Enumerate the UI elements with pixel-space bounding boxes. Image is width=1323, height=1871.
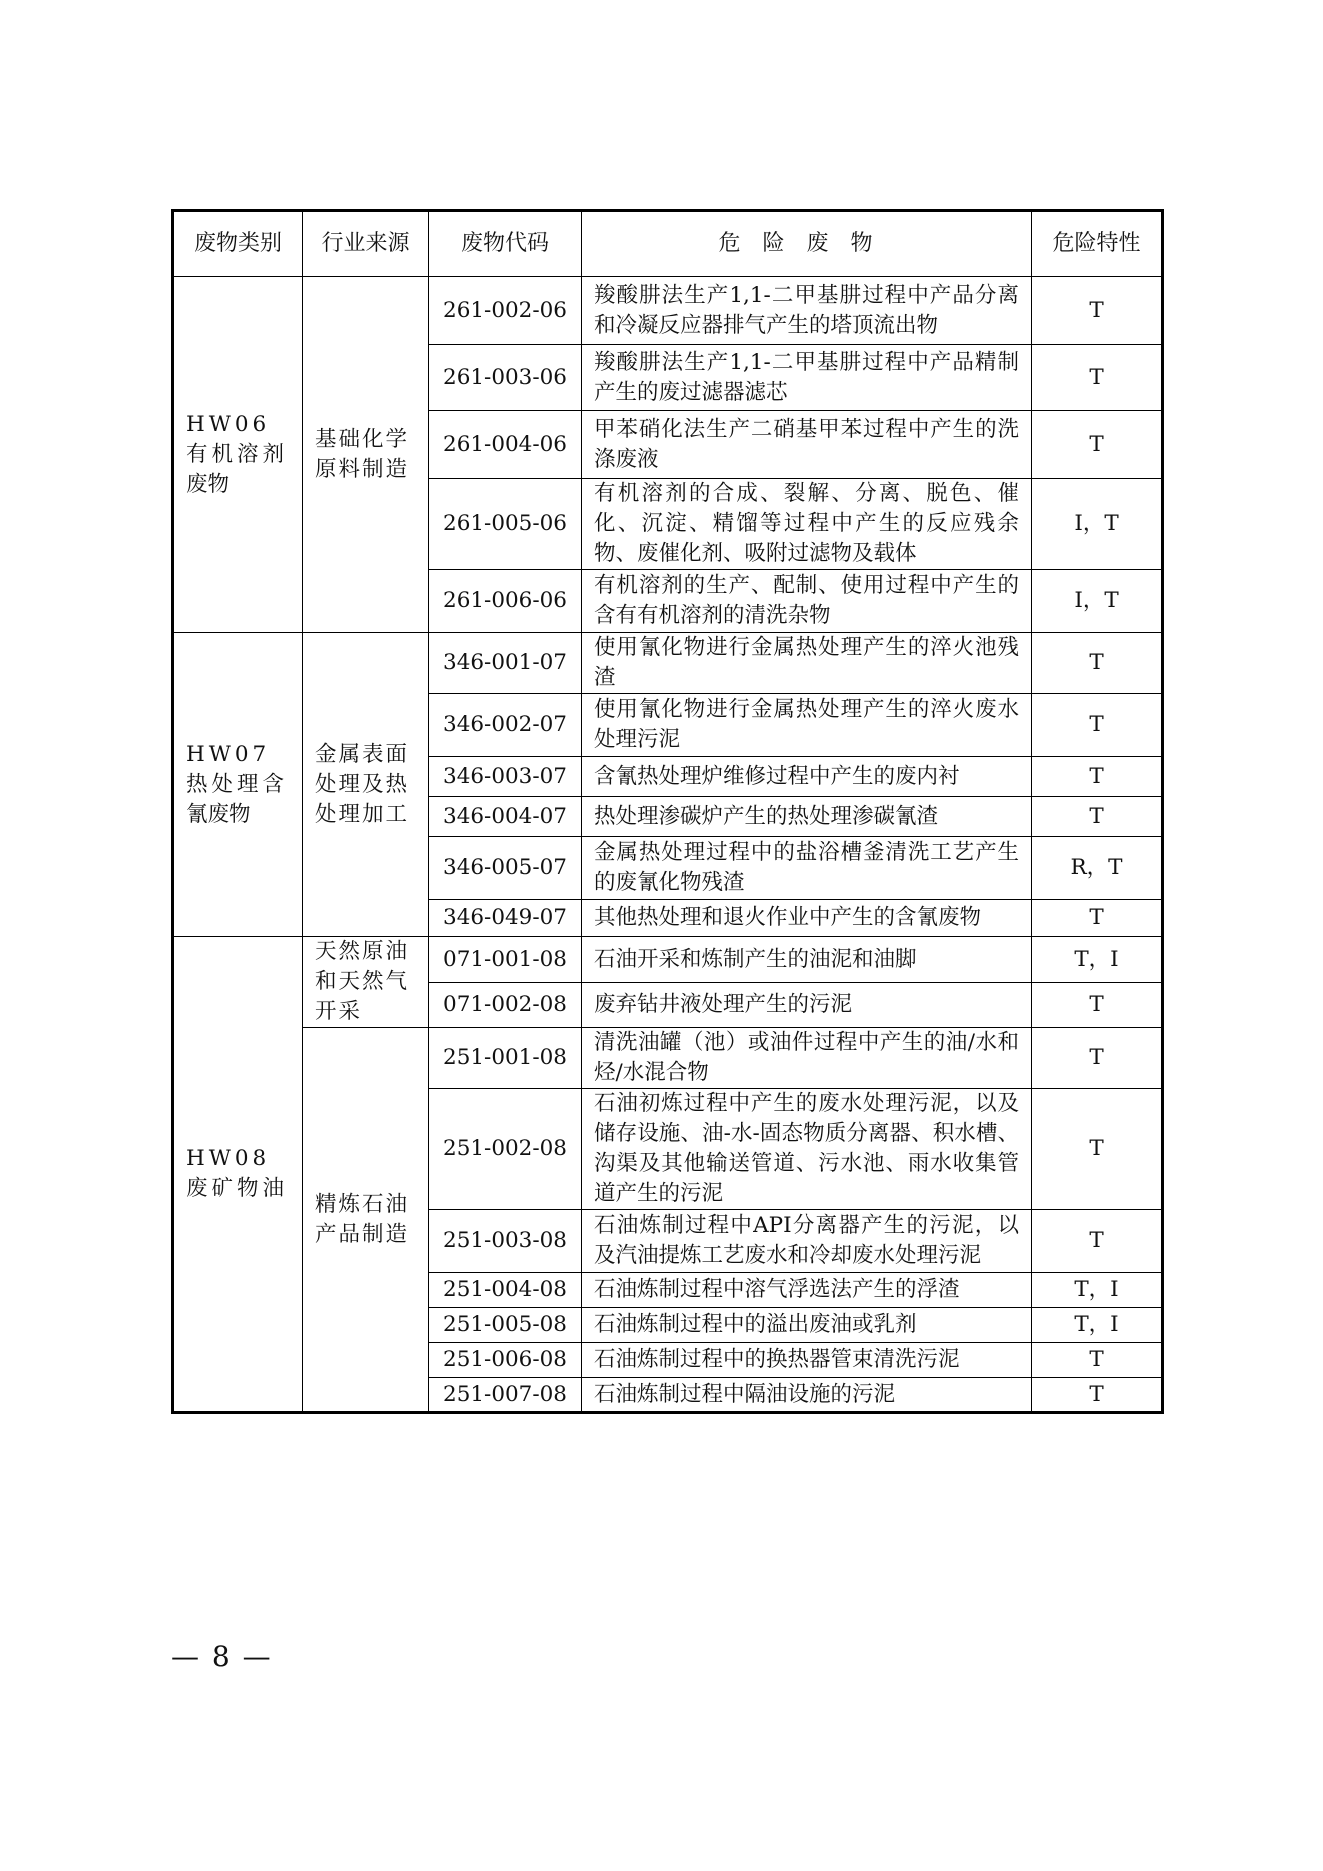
waste-code-cell: 346-002-07 bbox=[429, 694, 582, 757]
page-number: — 8 — bbox=[171, 1640, 273, 1673]
waste-category-line: HW08 bbox=[186, 1146, 271, 1171]
table-body bbox=[173, 277, 1163, 1413]
waste-code-cell: 346-001-07 bbox=[429, 633, 582, 694]
waste-code-cell: 251-004-08 bbox=[429, 1273, 582, 1308]
industry-source-cell bbox=[303, 633, 429, 937]
hazard-property-cell: T bbox=[1032, 633, 1163, 694]
industry-source-cell bbox=[303, 277, 429, 633]
waste-code-cell: 346-003-07 bbox=[429, 757, 582, 797]
waste-category-cell bbox=[173, 937, 303, 1413]
hazard-property-cell: T bbox=[1032, 411, 1163, 479]
waste-code-cell: 261-005-06 bbox=[429, 479, 582, 570]
waste-code-cell: 261-006-06 bbox=[429, 570, 582, 633]
hazard-property-cell: T bbox=[1032, 1089, 1163, 1210]
industry-source-cell bbox=[303, 937, 429, 1028]
waste-category-cell bbox=[173, 633, 303, 937]
hazardous-waste-cell: 甲苯硝化法生产二硝基甲苯过程中产生的洗涤废液 bbox=[582, 411, 1032, 479]
waste-code-cell: 261-002-06 bbox=[429, 277, 582, 345]
industry-source-line: 开采 bbox=[315, 999, 363, 1024]
waste-category-line: 废矿物油 bbox=[186, 1176, 289, 1201]
hazardous-waste-cell: 有机溶剂的生产、配制、使用过程中产生的含有有机溶剂的清洗杂物 bbox=[582, 570, 1032, 633]
hazard-property-cell: T bbox=[1032, 1378, 1163, 1413]
waste-code-cell: 346-049-07 bbox=[429, 900, 582, 937]
hazardous-waste-cell: 石油炼制过程中的换热器管束清洗污泥 bbox=[582, 1343, 1032, 1378]
table-row bbox=[173, 1028, 1163, 1089]
hazardous-waste-cell: 石油炼制过程中溶气浮选法产生的浮渣 bbox=[582, 1273, 1032, 1308]
table-header-row bbox=[173, 211, 1163, 277]
hazard-property-cell: T，I bbox=[1032, 937, 1163, 983]
hazard-property-cell: T bbox=[1032, 1210, 1163, 1273]
hazard-property-cell: T bbox=[1032, 1343, 1163, 1378]
industry-source-line: 基础化学 bbox=[315, 426, 410, 452]
waste-code-cell: 261-003-06 bbox=[429, 345, 582, 411]
table-row bbox=[173, 277, 1163, 345]
industry-source-line: 金属表面 bbox=[315, 741, 410, 767]
waste-category-line: HW07 bbox=[186, 741, 271, 767]
hazard-property-cell: T bbox=[1032, 797, 1163, 837]
table-row bbox=[173, 633, 1163, 694]
hazardous-waste-cell: 石油炼制过程中的溢出废油或乳剂 bbox=[582, 1308, 1032, 1343]
waste-code-cell: 346-004-07 bbox=[429, 797, 582, 837]
waste-code-cell: 071-002-08 bbox=[429, 983, 582, 1028]
hazardous-waste-cell: 石油初炼过程中产生的废水处理污泥，以及储存设施、油-水-固态物质分离器、积水槽、沟渠及其他输送管道、污水池、雨水收集管道产生的污泥 bbox=[582, 1089, 1032, 1210]
hazardous-waste-cell: 热处理渗碳炉产生的热处理渗碳氰渣 bbox=[582, 797, 1032, 837]
waste-code-cell: 261-004-06 bbox=[429, 411, 582, 479]
hazard-property-cell: T bbox=[1032, 694, 1163, 757]
header-hazard-property: 危险特性 bbox=[1032, 211, 1163, 277]
hazardous-waste-table bbox=[171, 209, 1164, 1414]
hazard-property-cell: I，T bbox=[1032, 479, 1163, 570]
header-waste-code: 废物代码 bbox=[429, 211, 582, 277]
waste-category-line: 热处理含 bbox=[186, 771, 289, 797]
hazardous-waste-cell: 金属热处理过程中的盐浴槽釜清洗工艺产生的废氰化物残渣 bbox=[582, 837, 1032, 900]
industry-source-line: 和天然气 bbox=[315, 969, 410, 994]
hazard-property-cell: T bbox=[1032, 757, 1163, 797]
waste-category-cell bbox=[173, 277, 303, 633]
hazardous-waste-cell: 有机溶剂的合成、裂解、分离、脱色、催化、沉淀、精馏等过程中产生的反应残余物、废催化剂、吸附过滤物及载体 bbox=[582, 479, 1032, 570]
industry-source-cell bbox=[303, 1028, 429, 1413]
waste-code-cell: 251-001-08 bbox=[429, 1028, 582, 1089]
hazard-property-cell: T，I bbox=[1032, 1308, 1163, 1343]
header-hazardous-waste: 危险废物 bbox=[582, 211, 1032, 277]
waste-category-line: HW06 bbox=[186, 411, 271, 437]
waste-code-cell: 251-002-08 bbox=[429, 1089, 582, 1210]
header-industry-source: 行业来源 bbox=[303, 211, 429, 277]
waste-category-line: 氰废物 bbox=[186, 801, 251, 827]
hazardous-waste-cell: 废弃钻井液处理产生的污泥 bbox=[582, 983, 1032, 1028]
hazardous-waste-cell: 羧酸肼法生产1,1-二甲基肼过程中产品分离和冷凝反应器排气产生的塔顶流出物 bbox=[582, 277, 1032, 345]
hazardous-waste-cell: 其他热处理和退火作业中产生的含氰废物 bbox=[582, 900, 1032, 937]
industry-source-line: 精炼石油 bbox=[315, 1191, 410, 1217]
hazard-property-cell: T bbox=[1032, 900, 1163, 937]
waste-code-cell: 251-007-08 bbox=[429, 1378, 582, 1413]
table-row bbox=[173, 937, 1163, 983]
hazardous-waste-cell: 清洗油罐（池）或油件过程中产生的油/水和烃/水混合物 bbox=[582, 1028, 1032, 1089]
waste-category-line: 废物 bbox=[186, 471, 230, 497]
waste-code-cell: 071-001-08 bbox=[429, 937, 582, 983]
industry-source-line: 原料制造 bbox=[315, 456, 410, 482]
hazardous-waste-cell: 含氰热处理炉维修过程中产生的废内衬 bbox=[582, 757, 1032, 797]
header-waste-category: 废物类别 bbox=[173, 211, 303, 277]
industry-source-line: 产品制造 bbox=[315, 1221, 410, 1247]
industry-source-line: 天然原油 bbox=[315, 939, 410, 964]
hazardous-waste-cell: 石油开采和炼制产生的油泥和油脚 bbox=[582, 937, 1032, 983]
hazard-property-cell: T bbox=[1032, 277, 1163, 345]
waste-code-cell: 251-005-08 bbox=[429, 1308, 582, 1343]
hazardous-waste-cell: 石油炼制过程中API分离器产生的污泥，以及汽油提炼工艺废水和冷却废水处理污泥 bbox=[582, 1210, 1032, 1273]
industry-source-line: 处理及热 bbox=[315, 771, 410, 797]
hazardous-waste-cell: 羧酸肼法生产1,1-二甲基肼过程中产品精制产生的废过滤器滤芯 bbox=[582, 345, 1032, 411]
hazard-property-cell: R，T bbox=[1032, 837, 1163, 900]
hazardous-waste-cell: 使用氰化物进行金属热处理产生的淬火废水处理污泥 bbox=[582, 694, 1032, 757]
waste-category-line: 有机溶剂 bbox=[186, 441, 289, 467]
industry-source-line: 处理加工 bbox=[315, 801, 410, 827]
hazard-property-cell: T bbox=[1032, 983, 1163, 1028]
hazardous-waste-cell: 使用氰化物进行金属热处理产生的淬火池残渣 bbox=[582, 633, 1032, 694]
waste-code-cell: 346-005-07 bbox=[429, 837, 582, 900]
hazard-property-cell: I，T bbox=[1032, 570, 1163, 633]
waste-code-cell: 251-006-08 bbox=[429, 1343, 582, 1378]
hazard-property-cell: T bbox=[1032, 345, 1163, 411]
hazardous-waste-cell: 石油炼制过程中隔油设施的污泥 bbox=[582, 1378, 1032, 1413]
waste-code-cell: 251-003-08 bbox=[429, 1210, 582, 1273]
hazard-property-cell: T，I bbox=[1032, 1273, 1163, 1308]
hazard-property-cell: T bbox=[1032, 1028, 1163, 1089]
